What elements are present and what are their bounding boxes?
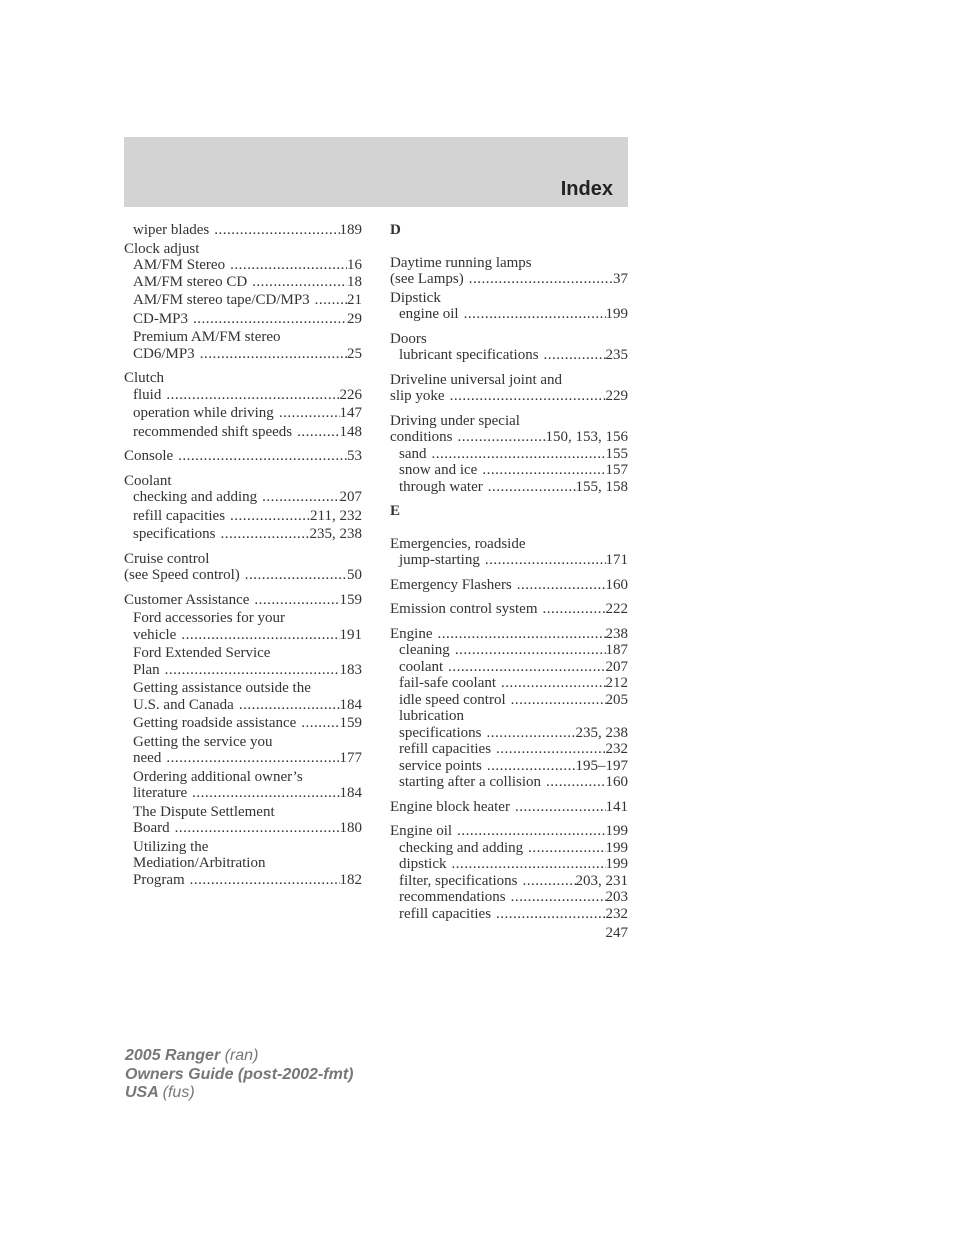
entry-page-ref: 207 — [339, 489, 362, 505]
entry-page-ref: 25 — [347, 345, 362, 362]
footer-model: 2005 Ranger — [125, 1047, 221, 1064]
entry-label: specifications — [133, 526, 216, 542]
entry-page-ref: 195–197 — [575, 757, 628, 774]
dot-leader — [252, 274, 347, 291]
index-subentry — [390, 642, 628, 659]
index-entry-text: Clock adjust — [124, 240, 200, 257]
dot-leader — [438, 626, 606, 643]
dot-leader — [448, 659, 605, 676]
entry-page-ref: 189 — [339, 222, 362, 238]
entry-label: Console — [124, 448, 174, 464]
entry-label: specifications — [399, 724, 482, 741]
entry-label: coolant — [399, 658, 444, 675]
footer-line-3 — [125, 1084, 353, 1103]
footer-model-code: (ran) — [224, 1047, 259, 1064]
dot-leader — [455, 642, 606, 659]
entry-label: slip yoke — [390, 388, 445, 404]
entry-page-ref: 184 — [339, 696, 362, 713]
entry-label: Board — [133, 820, 170, 836]
index-subentry — [124, 274, 362, 291]
dot-leader — [192, 785, 339, 802]
index-subentry — [124, 387, 362, 404]
entry-page-ref: 29 — [347, 310, 362, 327]
dot-leader — [230, 257, 347, 274]
entry-label: checking and adding — [399, 839, 524, 856]
entry-label: U.S. and Canada — [133, 696, 234, 713]
dot-leader — [190, 872, 340, 889]
index-entry — [390, 577, 628, 594]
dot-leader — [517, 577, 606, 594]
dot-leader — [175, 820, 340, 837]
index-subentry — [390, 692, 628, 709]
entry-page-ref: 199 — [605, 856, 628, 872]
entry-page-ref: 235, 238 — [575, 724, 628, 741]
dot-leader — [166, 387, 339, 404]
index-entry-text: Clutch — [124, 370, 164, 386]
dot-leader — [469, 271, 613, 288]
entry-label: operation while driving — [133, 405, 274, 421]
index-subentry — [390, 741, 628, 758]
dot-leader — [543, 601, 606, 618]
index-subentry — [390, 873, 628, 890]
dot-leader — [165, 662, 340, 679]
index-subentry — [124, 627, 362, 644]
entry-label: dipstick — [399, 856, 447, 872]
entry-label: Emergency Flashers — [390, 576, 512, 593]
index-subentry — [124, 697, 362, 714]
index-subentry — [124, 489, 362, 506]
dot-leader — [166, 750, 339, 767]
dot-leader — [301, 715, 339, 732]
index-subentry — [124, 424, 362, 441]
index-subentry — [390, 840, 628, 857]
dot-leader — [523, 873, 576, 890]
entry-label: AM/FM Stereo — [133, 257, 226, 273]
entry-label: fluid — [133, 386, 162, 403]
spacer — [124, 543, 362, 551]
entry-page-ref: 232 — [605, 905, 628, 922]
index-entry-text: Coolant — [124, 472, 172, 489]
entry-label: filter, specifications — [399, 872, 518, 889]
document-footer — [125, 1047, 353, 1103]
index-subentry — [124, 662, 362, 679]
entry-page-ref: 211, 232 — [310, 507, 362, 524]
entry-page-ref: 222 — [605, 601, 628, 617]
spacer — [124, 584, 362, 592]
dot-leader — [230, 508, 310, 525]
entry-page-ref: 232 — [605, 741, 628, 757]
entry-page-ref: 16 — [347, 257, 362, 273]
entry-label: CD-MP3 — [133, 310, 189, 327]
dot-leader — [239, 697, 340, 714]
index-subentry — [390, 479, 628, 496]
entry-page-ref: 147 — [339, 405, 362, 421]
index-subentry-text: Getting assistance outside the — [133, 680, 311, 696]
entry-page-ref: 18 — [347, 273, 362, 290]
dot-leader — [178, 448, 347, 465]
index-entry — [390, 799, 628, 816]
index-column-right — [390, 222, 628, 922]
index-subentry — [124, 257, 362, 274]
index-subentry — [390, 446, 628, 463]
entry-page-ref: 183 — [339, 661, 362, 678]
entry-page-ref: 199 — [605, 839, 628, 856]
entry-label: Plan — [133, 661, 160, 678]
index-subentry — [390, 856, 628, 873]
index-subentry — [390, 906, 628, 923]
spacer — [390, 815, 628, 823]
index-subentry — [124, 715, 362, 732]
dot-leader — [496, 741, 605, 758]
spacer — [390, 569, 628, 577]
dot-leader — [544, 347, 606, 364]
index-subentry — [124, 311, 362, 328]
entry-page-ref: 159 — [339, 591, 362, 608]
entry-page-ref: 21 — [347, 292, 362, 308]
dot-leader — [458, 429, 546, 446]
index-entry-text: Dipstick — [390, 289, 441, 306]
index-subentry — [124, 526, 362, 543]
entry-page-ref: 141 — [605, 798, 628, 815]
index-entry — [390, 601, 628, 618]
index-entry-text: Daytime running lamps — [390, 254, 532, 271]
section-header-band — [124, 137, 628, 207]
index-subentry — [390, 306, 628, 323]
dot-leader — [432, 446, 606, 463]
entry-label: fail-safe coolant — [399, 675, 497, 691]
index-entry — [390, 823, 628, 840]
index-subentry-text: Ford Extended Service — [133, 645, 271, 661]
spacer — [390, 593, 628, 601]
entry-page-ref: 157 — [605, 462, 628, 478]
index-subentry-text: The Dispute Settlement — [133, 803, 275, 820]
dot-leader — [457, 823, 605, 840]
entry-label: CD6/MP3 — [133, 345, 195, 362]
dot-leader — [297, 424, 339, 441]
dot-leader — [515, 799, 606, 816]
entry-page-ref: 171 — [605, 552, 628, 568]
entry-page-ref: 199 — [605, 306, 628, 322]
entry-label: refill capacities — [133, 507, 226, 524]
dot-leader — [464, 306, 606, 323]
dot-leader — [511, 692, 606, 709]
entry-label: cleaning — [399, 642, 450, 658]
spacer — [390, 364, 628, 372]
spacer — [390, 495, 628, 503]
entry-label: literature — [133, 785, 188, 801]
index-subentry-text: Getting the service you — [133, 733, 273, 750]
dot-leader — [487, 758, 576, 775]
entry-page-ref: 226 — [339, 386, 362, 403]
entry-label: recommendations — [399, 889, 506, 905]
index-subentry-text: Utilizing the — [133, 838, 209, 855]
entry-label: (see Speed control) — [124, 567, 240, 583]
entry-page-ref: 212 — [605, 675, 628, 691]
dot-leader — [220, 526, 309, 543]
dot-leader — [262, 489, 339, 506]
spacer — [390, 405, 628, 413]
index-entry-text: Emergencies, roadside — [390, 535, 526, 552]
dot-leader — [315, 292, 347, 309]
page-number: 247 — [605, 925, 628, 941]
spacer — [390, 791, 628, 799]
index-entry — [390, 626, 628, 643]
dot-leader — [452, 856, 606, 873]
dot-leader — [546, 774, 605, 791]
footer-market-code: (fus) — [162, 1084, 195, 1101]
entry-page-ref: 150, 153, 156 — [545, 429, 628, 445]
entry-page-ref: 159 — [339, 715, 362, 731]
index-subentry — [390, 659, 628, 676]
entry-label: need — [133, 750, 162, 766]
entry-label: conditions — [390, 429, 453, 445]
index-column-left — [124, 222, 362, 888]
index-subentry — [124, 785, 362, 802]
entry-page-ref: 148 — [339, 423, 362, 440]
dot-leader — [245, 567, 347, 584]
entry-page-ref: 191 — [339, 626, 362, 643]
entry-label: Engine block heater — [390, 798, 510, 815]
index-subentry — [124, 292, 362, 309]
entry-page-ref: 207 — [605, 658, 628, 675]
dot-leader — [200, 346, 347, 363]
entry-label: refill capacities — [399, 741, 492, 757]
entry-label: checking and adding — [133, 489, 258, 505]
entry-label: lubricant specifications — [399, 347, 539, 363]
index-entry-text: Cruise control — [124, 550, 210, 567]
entry-label: recommended shift speeds — [133, 423, 293, 440]
entry-page-ref: 53 — [347, 448, 362, 464]
index-subentry — [390, 552, 628, 569]
dot-leader — [528, 840, 605, 857]
index-subentry — [390, 889, 628, 906]
entry-label: wiper blades — [133, 222, 210, 238]
index-subentry — [124, 405, 362, 422]
dot-leader — [486, 725, 575, 742]
entry-page-ref: 177 — [339, 750, 362, 766]
index-subentry-text: Mediation/Arbitration — [133, 855, 266, 871]
dot-leader — [511, 889, 606, 906]
dot-leader — [214, 222, 339, 239]
entry-page-ref: 155 — [605, 445, 628, 462]
index-entry — [390, 271, 628, 288]
entry-label: jump-starting — [399, 552, 480, 568]
dot-leader — [181, 627, 339, 644]
dot-leader — [485, 552, 606, 569]
spacer — [124, 362, 362, 370]
entry-label: snow and ice — [399, 462, 478, 478]
dot-leader — [501, 675, 605, 692]
index-letter-heading: D — [390, 222, 401, 238]
spacer — [390, 520, 628, 536]
entry-page-ref: 180 — [339, 820, 362, 836]
footer-market: USA — [125, 1084, 159, 1101]
entry-label: Engine oil — [390, 823, 453, 839]
spacer — [390, 239, 628, 255]
index-subentry-text: Ordering additional owner’s — [133, 768, 303, 785]
spacer — [124, 440, 362, 448]
entry-label: refill capacities — [399, 905, 492, 922]
entry-label: Getting roadside assistance — [133, 715, 297, 731]
index-subentry — [390, 774, 628, 791]
index-entry-text: Driving under special — [390, 412, 520, 429]
entry-page-ref: 229 — [605, 388, 628, 404]
entry-label: sand — [399, 445, 427, 462]
index-entry — [124, 448, 362, 465]
index-subentry — [124, 820, 362, 837]
entry-page-ref: 155, 158 — [575, 478, 628, 495]
entry-page-ref: 182 — [339, 871, 362, 888]
entry-label: engine oil — [399, 306, 459, 322]
entry-page-ref: 203 — [605, 889, 628, 905]
entry-page-ref: 205 — [605, 691, 628, 708]
entry-page-ref: 160 — [605, 576, 628, 593]
entry-page-ref: 235, 238 — [309, 526, 362, 542]
index-entry — [390, 429, 628, 446]
entry-label: AM/FM stereo CD — [133, 273, 248, 290]
index-subentry — [124, 750, 362, 767]
index-subentry-text: Ford accessories for your — [133, 610, 286, 626]
entry-label: AM/FM stereo tape/CD/MP3 — [133, 292, 310, 308]
entry-page-ref: 187 — [605, 642, 628, 658]
section-title: Index — [560, 178, 613, 200]
entry-page-ref: 37 — [613, 271, 628, 287]
index-subentry — [124, 872, 362, 889]
index-entry — [124, 592, 362, 609]
dot-leader — [496, 906, 605, 923]
index-subentry — [390, 347, 628, 364]
dot-leader — [254, 592, 339, 609]
entry-label: (see Lamps) — [390, 271, 464, 287]
index-entry — [124, 567, 362, 584]
entry-label: Program — [133, 871, 185, 888]
entry-page-ref: 235 — [605, 347, 628, 363]
index-letter-heading: E — [390, 503, 401, 519]
index-subentry — [390, 462, 628, 479]
entry-page-ref: 199 — [605, 823, 628, 839]
index-subentry — [124, 508, 362, 525]
dot-leader — [279, 405, 340, 422]
footer-line-2: Owners Guide (post-2002-fmt) — [125, 1065, 354, 1083]
dot-leader — [450, 388, 606, 405]
entry-page-ref: 184 — [339, 785, 362, 801]
entry-label: starting after a collision — [399, 774, 542, 790]
spacer — [124, 465, 362, 473]
entry-label: vehicle — [133, 626, 177, 643]
index-subentry — [390, 675, 628, 692]
entry-label: service points — [399, 757, 482, 774]
index-entry — [390, 388, 628, 405]
index-entry-text: Driveline universal joint and — [390, 371, 563, 388]
dot-leader — [482, 462, 605, 479]
entry-page-ref: 50 — [347, 567, 362, 583]
footer-line-1 — [125, 1047, 353, 1066]
entry-page-ref: 160 — [605, 774, 628, 790]
index-subentry — [124, 222, 362, 239]
entry-label: through water — [399, 478, 483, 495]
spacer — [390, 618, 628, 626]
dot-leader — [193, 311, 347, 328]
entry-label: Customer Assistance — [124, 591, 250, 608]
index-subentry — [124, 346, 362, 363]
entry-label: Engine — [390, 625, 433, 642]
spacer — [390, 323, 628, 331]
entry-label: Emission control system — [390, 601, 538, 617]
index-subentry — [390, 725, 628, 742]
index-entry-text: Doors — [390, 330, 427, 347]
dot-leader — [488, 479, 576, 496]
entry-label: idle speed control — [399, 691, 506, 708]
index-subentry-text: lubrication — [399, 708, 464, 724]
index-subentry-text: Premium AM/FM stereo — [133, 329, 281, 345]
index-subentry — [390, 758, 628, 775]
entry-page-ref: 238 — [605, 625, 628, 642]
entry-page-ref: 203, 231 — [575, 872, 628, 889]
